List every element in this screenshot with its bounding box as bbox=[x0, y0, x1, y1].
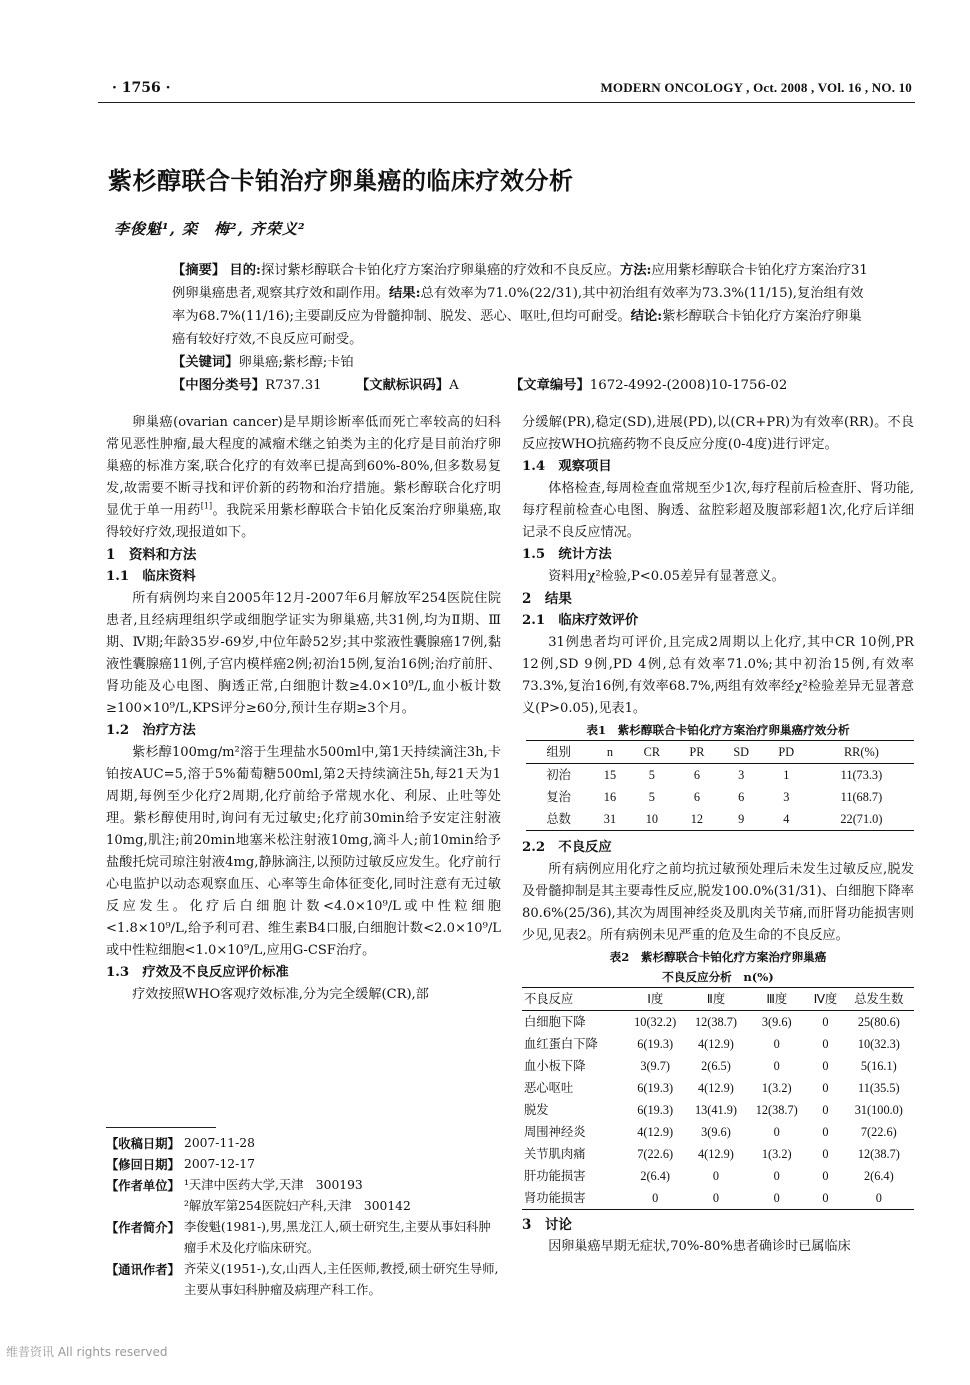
result-label: 结果: bbox=[388, 286, 421, 301]
section-1-heading: 1 资料和方法 bbox=[106, 547, 197, 563]
table-header-cell: PD bbox=[778, 745, 795, 759]
table-cell: 总数 bbox=[546, 812, 571, 826]
table-cell: 22(71.0) bbox=[840, 812, 883, 826]
footnote-author-bio bbox=[106, 1217, 501, 1259]
footnote-value: 李俊魁(1981-),男,黑龙江人,硕士研究生,主要从事妇科肿瘤手术及化疗临床研究。 bbox=[184, 1220, 491, 1255]
footnote-revised bbox=[106, 1154, 501, 1175]
section-1-4-heading: 1.4 观察项目 bbox=[522, 459, 612, 474]
table-cell: 0 bbox=[822, 1169, 829, 1183]
footnote-key: 【作者简介】 bbox=[106, 1220, 180, 1235]
table-cell: 11(35.5) bbox=[858, 1081, 900, 1095]
footnote-corresponding bbox=[106, 1259, 501, 1301]
table-cell: 10 bbox=[645, 812, 659, 826]
table-cell: 初治 bbox=[546, 768, 571, 782]
journal-header: MODERN ONCOLOGY , Oct. 2008 , VOl. 16 , NO. 10 bbox=[600, 80, 912, 95]
table-cell: 6 bbox=[738, 790, 745, 804]
clc-label: 【中图分类号】 bbox=[172, 378, 266, 393]
table-cell: 恶心呕吐 bbox=[524, 1081, 574, 1095]
section-1-3-text: 疗效按照WHO客观疗效标准,分为完全缓解(CR),部 bbox=[132, 987, 429, 1002]
table-cell: 复治 bbox=[546, 790, 571, 804]
footnote-affiliation bbox=[106, 1175, 501, 1196]
table-header-cell: CR bbox=[643, 745, 661, 759]
table-header-cell: Ⅰ度 bbox=[647, 992, 664, 1006]
table-cell: 0 bbox=[822, 1125, 829, 1139]
table-cell: 0 bbox=[822, 1081, 829, 1095]
table-cell: 3 bbox=[783, 790, 790, 804]
table-cell: 11(68.7) bbox=[840, 790, 883, 804]
table-1 bbox=[526, 740, 914, 831]
table-cell: 6 bbox=[693, 790, 700, 804]
table-cell: 5 bbox=[648, 790, 655, 804]
table-row bbox=[526, 764, 914, 787]
keywords-label: 【关键词】 bbox=[172, 355, 239, 370]
page-number: · 1756 · bbox=[112, 80, 171, 96]
table-cell: 15 bbox=[603, 768, 617, 782]
table-cell: 0 bbox=[773, 1037, 780, 1051]
objective-label: 目的: bbox=[229, 263, 261, 278]
table-cell: 3 bbox=[738, 768, 745, 782]
footnote-rule bbox=[106, 1127, 216, 1128]
table-row bbox=[522, 1055, 914, 1077]
method-label: 方法: bbox=[619, 263, 652, 278]
table-header-cell: Ⅳ度 bbox=[813, 992, 838, 1006]
footnote-value: ²解放军第254医院妇产科,天津 300142 bbox=[184, 1199, 411, 1213]
footnote-key: 【通讯作者】 bbox=[106, 1262, 180, 1277]
table-cell: 11(73.3) bbox=[840, 768, 883, 782]
table-row bbox=[522, 1011, 914, 1034]
section-1-2-heading: 1.2 治疗方法 bbox=[106, 723, 196, 738]
table-cell: 脱发 bbox=[524, 1103, 549, 1117]
table-row bbox=[522, 1077, 914, 1099]
table-row bbox=[526, 786, 914, 808]
table-cell: 0 bbox=[822, 1037, 829, 1051]
header-rule bbox=[98, 102, 915, 103]
clc-code bbox=[172, 374, 322, 397]
method-text: 应用紫杉醇联合卡铂化疗方案治疗31例卵巢癌患者,观察其疗效和副作用。 bbox=[172, 263, 868, 301]
footnote-value: ¹天津中医药大学,天津 300193 bbox=[184, 1178, 363, 1192]
table-2-caption: 表2 紫杉醇联合卡铂化疗方案治疗卵巢癌 bbox=[609, 950, 827, 964]
table-cell: 10(32.3) bbox=[857, 1037, 900, 1051]
table-header-cell: 总发生数 bbox=[854, 992, 904, 1006]
table-cell: 0 bbox=[773, 1125, 780, 1139]
footnotes bbox=[106, 1133, 501, 1301]
table-cell: 2(6.4) bbox=[640, 1169, 671, 1183]
table-cell: 2(6.5) bbox=[701, 1059, 731, 1073]
objective-text: 探讨紫杉醇联合卡铂化疗方案治疗卵巢癌的疗效和不良反应。 bbox=[260, 263, 620, 278]
table-cell: 白细胞下降 bbox=[524, 1015, 586, 1029]
table-cell: 血小板下降 bbox=[524, 1059, 586, 1073]
table-cell: 12(38.7) bbox=[694, 1015, 737, 1029]
section-3-text: 因卵巢癌早期无症状,70%-80%患者确诊时已属临床 bbox=[548, 1239, 851, 1254]
section-2-2-heading: 2.2 不良反应 bbox=[522, 840, 612, 855]
footnote-value: 2007-11-28 bbox=[184, 1136, 255, 1150]
intro-text: 卵巢癌(ovarian cancer)是早期诊断率低而死亡率较高的妇科常见恶性肿瘤,最大程度的减瘤术继之铂类为主的化疗是目前治疗卵巢癌的标准方案,联合化疗的有效率已提高到60%-80%,但多数易复发,故需要不断寻找和评价新的药物和治疗措施。紫杉醇联合化疗明显优于单一用药 bbox=[106, 415, 501, 518]
table-cell: 0 bbox=[652, 1191, 659, 1205]
article-number bbox=[510, 374, 787, 397]
right-column bbox=[522, 412, 914, 1258]
section-1-3-continued: 分缓解(PR),稳定(SD),进展(PD),以(CR+PR)为有效率(RR)。不良反应按WHO抗癌药物不良反应分度(0-4度)进行评定。 bbox=[522, 415, 914, 452]
art-value: 1672-4992-(2008)10-1756-02 bbox=[589, 378, 788, 393]
footnote-key bbox=[106, 1196, 184, 1217]
table-cell: 0 bbox=[822, 1191, 829, 1205]
table-cell: 1(3.2) bbox=[761, 1081, 792, 1095]
table-cell: 3(9.6) bbox=[761, 1015, 792, 1029]
table-cell: 肝功能损害 bbox=[524, 1169, 586, 1183]
watermark: 维普资讯 All rights reserved bbox=[6, 1345, 168, 1359]
intro-reference: [1] bbox=[200, 501, 213, 511]
conclusion-text: 紫杉醇联合卡铂化疗方案治疗卵巢癌有较好疗效,不良反应可耐受。 bbox=[172, 309, 862, 347]
doc-code bbox=[356, 374, 459, 397]
footnote-affiliation-2 bbox=[106, 1196, 501, 1217]
table-cell: 1(3.2) bbox=[761, 1147, 792, 1161]
left-column bbox=[106, 412, 501, 1006]
table-1-caption: 表1 紫杉醇联合卡铂化疗方案治疗卵巢癌疗效分析 bbox=[586, 723, 850, 737]
intro-paragraph bbox=[106, 412, 501, 544]
table-row bbox=[522, 1165, 914, 1187]
table-cell: 13(41.9) bbox=[694, 1103, 737, 1117]
table-header-cell: n bbox=[606, 745, 614, 759]
table-header-cell: RR(%) bbox=[843, 745, 879, 759]
table-cell: 9 bbox=[738, 812, 745, 826]
footnote-value: 2007-12-17 bbox=[184, 1157, 255, 1171]
table-header-row bbox=[526, 741, 914, 764]
section-1-2-text: 紫杉醇100mg/m²溶于生理盐水500ml中,第1天持续滴注3h,卡铂按AUC=5,溶于5%葡萄糖500ml,第2天持续滴注5h,每21天为1周期,每例至少化疗2周期,化疗前给予常规水化、利尿、止吐等处理。紫杉醇使用时,询问有无过敏史;化疗前30min给予安定注射液10mg,肌注;前20min地塞米松注射液10mg,滴斗人;前10min给予盐酸托烷司琼注射液4mg,静脉滴注,以预防过敏反应发生。化疗前行心电监护以动态观察血压、心率等生命体征变化,同时注意有无过敏反应发生。化疗后白细胞计数<4.0×10⁹/L或中性粒细胞<1.8×10⁹/L,给予利可君、维生素B4口服,白细胞计数<2.0×10⁹/L或中性粒细胞<1.0×10⁹/L,应用G-CSF治疗。 bbox=[106, 745, 501, 958]
section-1-5-text: 资料用χ²检验,P<0.05差异有显著意义。 bbox=[548, 569, 785, 584]
table-cell: 0 bbox=[712, 1191, 720, 1205]
intro-tail: 。 bbox=[212, 503, 227, 518]
table-row bbox=[522, 1143, 914, 1165]
section-2-heading: 2 结果 bbox=[522, 591, 572, 607]
table-cell: 25(80.6) bbox=[857, 1015, 900, 1029]
section-2-2-text: 所有病例应用化疗之前均抗过敏预处理后未发生过敏反应,脱发及骨髓抑制是其主要毒性反应,脱发100.0%(31/31)、白细胞下降率80.6%(25/36),其次为周围神经炎及肌肉关节痛,而肝肾功能损害则少见,见表2。所有病例未见严重的危及生命的不良反应。 bbox=[522, 862, 914, 943]
footnote-key: 【修回日期】 bbox=[106, 1157, 180, 1172]
section-1-5-heading: 1.5 统计方法 bbox=[522, 547, 612, 562]
table-header-row bbox=[522, 988, 914, 1011]
table-cell: 7(22.6) bbox=[860, 1125, 897, 1139]
footnote-value: 齐荣义(1951-),女,山西人,主任医师,教授,硕士研究生导师,主要从事妇科肿瘤及病理产科工作。 bbox=[184, 1262, 499, 1297]
table-cell: 16 bbox=[603, 790, 617, 804]
article-title: 紫杉醇联合卡铂治疗卵巢癌的临床疗效分析 bbox=[108, 166, 574, 195]
table-header-cell: 不良反应 bbox=[524, 992, 574, 1006]
keywords bbox=[172, 351, 354, 374]
table-header-cell: Ⅲ度 bbox=[766, 992, 788, 1006]
table-cell: 肾功能损害 bbox=[524, 1191, 586, 1205]
table-cell: 5 bbox=[648, 768, 655, 782]
table-cell: 6(19.3) bbox=[637, 1037, 674, 1051]
table-cell: 6(19.3) bbox=[637, 1081, 674, 1095]
table-cell: 4(12.9) bbox=[698, 1037, 734, 1051]
table-cell: 1 bbox=[783, 768, 790, 782]
result-text: 总有效率为71.0%(22/31),其中初治组有效率为73.3%(11/15),复治组有效率为68.7%(11/16);主要副反应为骨髓抑制、脱发、恶心、呕吐,但均可耐受。 bbox=[172, 286, 864, 324]
table-2-subcaption: 不良反应分析 n(%) bbox=[662, 970, 774, 984]
conclusion-label: 结论: bbox=[630, 309, 663, 324]
section-2-1-text: 31例患者均可评价,且完成2周期以上化疗,其中CR 10例,PR 12例,SD 9例,PD 4例,总有效率71.0%;其中初治15例,有效率73.3%,复治16例,有效率68.7%,两组有效率经χ²检验差异无显著意义(P>0.05),见表1。 bbox=[522, 635, 914, 716]
table-cell: 6(19.3) bbox=[637, 1103, 674, 1117]
section-2-1-heading: 2.1 临床疗效评价 bbox=[522, 613, 639, 628]
table-cell: 0 bbox=[822, 1059, 829, 1073]
abstract-label: 【摘要】 bbox=[172, 263, 226, 278]
table-cell: 0 bbox=[875, 1191, 882, 1205]
abstract bbox=[172, 259, 872, 351]
clc-value: R737.31 bbox=[265, 378, 322, 393]
table-cell: 0 bbox=[773, 1191, 780, 1205]
table-cell: 周围神经炎 bbox=[524, 1125, 586, 1139]
table-row bbox=[522, 1099, 914, 1121]
table-cell: 0 bbox=[822, 1015, 829, 1029]
table-cell: 0 bbox=[822, 1147, 829, 1161]
table-row bbox=[522, 1187, 914, 1210]
section-1-4-text: 体格检查,每周检查血常规至少1次,每疗程前后检查肝、肾功能,每疗程前检查心电图、胸透、盆腔彩超及腹部彩超1次,化疗后详细记录不良反应情况。 bbox=[522, 481, 914, 540]
table-2 bbox=[522, 987, 914, 1210]
table-header-cell: SD bbox=[733, 745, 750, 759]
table-row bbox=[526, 808, 914, 831]
table-cell: 12(38.7) bbox=[755, 1103, 798, 1117]
table-cell: 10(32.2) bbox=[634, 1015, 677, 1029]
section-3-heading: 3 讨论 bbox=[522, 1217, 572, 1233]
table-cell: 0 bbox=[773, 1169, 780, 1183]
table-cell: 6 bbox=[693, 768, 700, 782]
table-cell: 3(9.7) bbox=[640, 1059, 671, 1073]
doc-label: 【文献标识码】 bbox=[356, 378, 450, 393]
table-header-cell: Ⅱ度 bbox=[706, 992, 726, 1006]
table-cell: 31(100.0) bbox=[854, 1103, 903, 1117]
table-cell: 0 bbox=[773, 1059, 780, 1073]
table-cell: 12(38.7) bbox=[857, 1147, 900, 1161]
table-cell: 3(9.6) bbox=[701, 1125, 731, 1139]
section-1-1-text: 所有病例均来自2005年12月-2007年6月解放军254医院住院患者,且经病理组织学或细胞学证实为卵巢癌,共31例,均为Ⅱ期、Ⅲ期、Ⅳ期;年龄35岁-69岁,中位年龄52岁;其中浆液性囊腺癌17例,黏液性囊腺癌11例,子宫内模样癌2例;初治15例,复治16例;治疗前肝、肾功能及心电图、胸透正常,白细胞计数≥4.0×10⁹/L,血小板计数≥100×10⁹/L,KPS评分≥60分,预计生存期≥3个月。 bbox=[106, 591, 501, 716]
table-cell: 5(16.1) bbox=[860, 1059, 897, 1073]
table-header-cell: PR bbox=[689, 745, 705, 759]
table-row bbox=[522, 1121, 914, 1143]
keywords-value: 卵巢癌;紫杉醇;卡铂 bbox=[238, 355, 354, 370]
author-list: 李俊魁¹, 栾 梅², 齐荣义² bbox=[114, 220, 306, 238]
table-cell: 4(12.9) bbox=[637, 1125, 674, 1139]
art-label: 【文章编号】 bbox=[510, 378, 590, 393]
table-cell: 4(12.9) bbox=[698, 1147, 734, 1161]
table-cell: 12 bbox=[690, 812, 704, 826]
table-cell: 7(22.6) bbox=[637, 1147, 674, 1161]
table-cell: 31 bbox=[603, 812, 617, 826]
table-cell: 0 bbox=[712, 1169, 720, 1183]
doc-value: A bbox=[449, 378, 459, 393]
table-cell: 4(12.9) bbox=[698, 1081, 734, 1095]
table-cell: 关节肌肉痛 bbox=[524, 1147, 586, 1161]
footnote-received bbox=[106, 1133, 501, 1154]
table-row bbox=[522, 1033, 914, 1055]
table-header-cell: 组别 bbox=[546, 745, 571, 759]
section-1-3-heading: 1.3 疗效及不良反应评价标准 bbox=[106, 965, 289, 980]
footnote-key: 【作者单位】 bbox=[106, 1178, 180, 1193]
intro-text-2: 我院采用紫杉醇联合卡铂化反案治疗卵巢癌,取得较好疗效,现报道如下。 bbox=[106, 503, 501, 540]
table-cell: 2(6.4) bbox=[863, 1169, 894, 1183]
table-cell: 血红蛋白下降 bbox=[524, 1037, 598, 1051]
table-cell: 0 bbox=[822, 1103, 829, 1117]
section-1-1-heading: 1.1 临床资料 bbox=[106, 569, 196, 584]
footnote-key: 【收稿日期】 bbox=[106, 1136, 180, 1151]
table-cell: 4 bbox=[783, 812, 790, 826]
